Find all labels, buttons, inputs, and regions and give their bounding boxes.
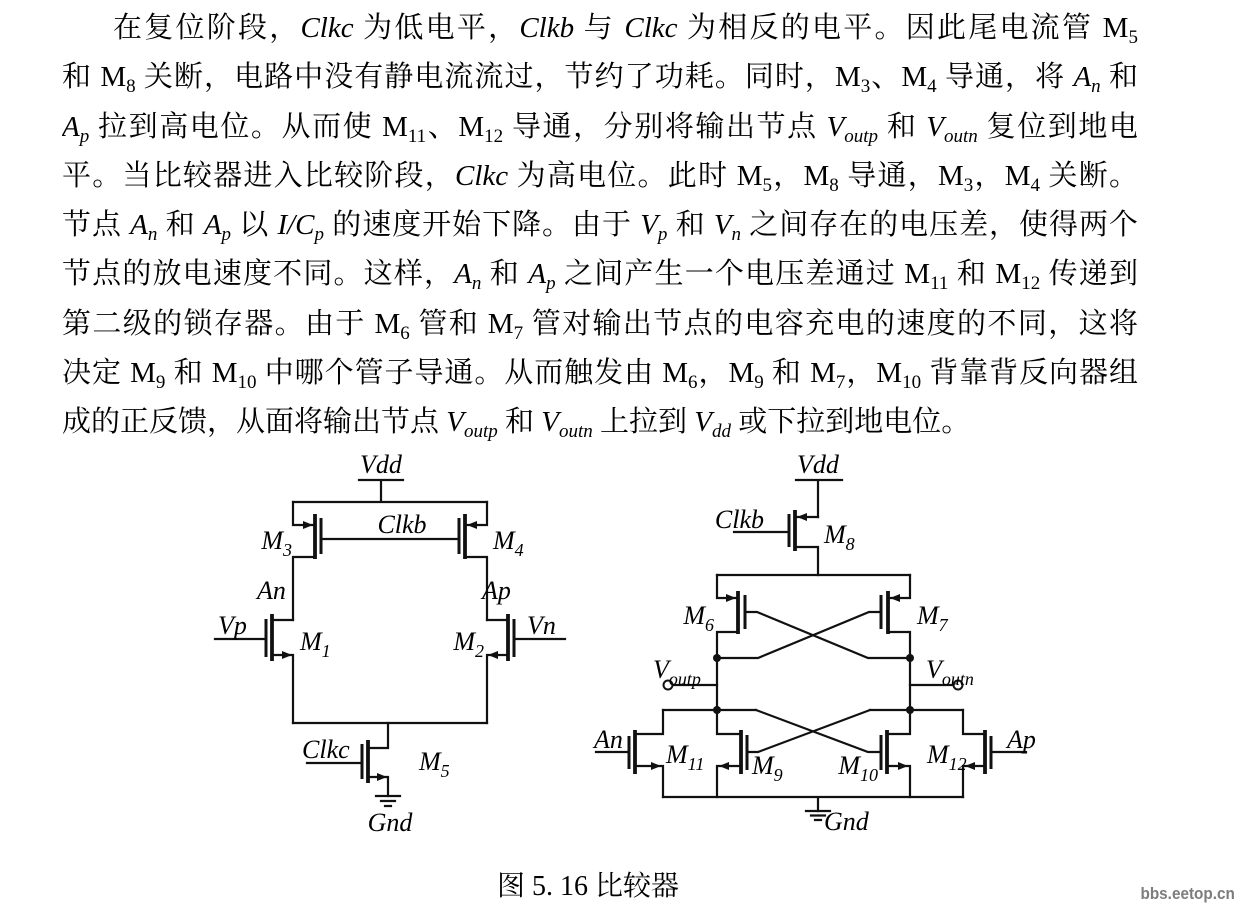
label-right-m8: $M_8$ (824, 520, 855, 554)
m7-source-arrow (890, 594, 900, 602)
text-run: 传递到 (1040, 258, 1138, 291)
text-run: 12 (1021, 273, 1041, 295)
text-run: p (314, 224, 325, 246)
m10-source-arrow (898, 762, 908, 770)
text-run: 8 (829, 174, 839, 196)
text-run: ， (845, 357, 877, 390)
text-run: outn (559, 421, 593, 443)
text-run: M (374, 307, 401, 340)
text-run: 成的正反馈，从面将输出节点 (62, 406, 447, 439)
text-run: 和 (481, 258, 529, 291)
label-right-m11: $M_{11}$ (666, 740, 705, 774)
text-run: M (834, 61, 861, 94)
label-left-clkb: Clkb (377, 510, 427, 539)
text-run: V (926, 110, 945, 143)
text-run: I/C (277, 209, 315, 242)
text-run: 和 (667, 209, 714, 242)
label-left-m1: $M_1$ (300, 627, 331, 661)
text-run: 和 (165, 357, 212, 390)
text-run: M (995, 258, 1022, 291)
text-run: 关断。 (1040, 159, 1138, 192)
text-run: 节点 (62, 209, 131, 242)
vdd-rail-right (796, 480, 842, 517)
label-right-m12: $M_{12}$ (927, 740, 967, 774)
text-run: M (100, 61, 127, 94)
text-run: M (458, 110, 485, 143)
label-left-m4: $M_4$ (493, 526, 524, 560)
text-run: 的速度开始下降。由于 (324, 209, 641, 242)
watermark: bbs.eetop.cn (1140, 884, 1235, 903)
text-run: 背靠背反向器组 (921, 357, 1138, 390)
text-run: M (901, 61, 928, 94)
text-run: 、 (870, 61, 902, 94)
text-run: 之间存在的电压差，使得两个 (741, 209, 1138, 242)
text-run: M (1004, 159, 1031, 192)
text-run: M (211, 357, 238, 390)
text-run: 在复位阶段， (113, 12, 301, 44)
text-run: 、 (426, 110, 459, 143)
text-run: 为相反的电平。因此尾电流管 (677, 12, 1103, 44)
text-run: M (1102, 12, 1129, 44)
text-run: 之间产生一个电压差通过 (555, 258, 905, 291)
text-run: 为低电平， (353, 12, 520, 44)
text-run: 关断，电路中没有静电流流过，节约了功耗。同时， (135, 61, 835, 94)
text-run: 12 (484, 125, 504, 147)
text-run: outn (944, 125, 978, 147)
text-run: Clkc (454, 159, 509, 192)
text-run: 6 (688, 372, 698, 394)
text-run: ， (697, 357, 729, 390)
text-run: 导通， (838, 159, 938, 192)
text-run: 为高电位。此时 (508, 159, 737, 192)
text-run: M (810, 357, 836, 390)
text-run: ， (772, 159, 804, 192)
text-run: Clkc (624, 12, 678, 44)
text-run: M (382, 110, 408, 143)
m1-source-arrow (282, 651, 292, 659)
gnd-symbol-left (376, 796, 400, 806)
text-run: A (454, 258, 472, 291)
text-run: 第二级的锁存器。由于 (62, 307, 375, 340)
text-run: 11 (407, 125, 427, 147)
text-run: M (937, 159, 964, 192)
node-dot-voutn-bottom (906, 706, 914, 714)
text-run: M (736, 159, 763, 192)
label-right-m10: $M_{10}$ (838, 751, 878, 785)
text-run: M (662, 357, 689, 390)
text-run: V (826, 110, 845, 143)
text-run: 4 (1030, 174, 1041, 196)
figure-caption: 图 5. 16 比较器 (497, 871, 680, 902)
label-right-clkb: Clkb (714, 505, 764, 534)
text-run: 10 (237, 372, 257, 394)
text-run: 7 (835, 372, 846, 394)
m4-source-arrow (467, 521, 477, 529)
label-left-m5: $M_5$ (419, 747, 450, 781)
m5-source-arrow (377, 773, 387, 781)
label-left-an: An (257, 576, 286, 605)
text-run: M (803, 159, 830, 192)
node-dot-voutp-top (713, 654, 721, 662)
text-run: p (657, 224, 668, 246)
text-run: n (471, 273, 482, 295)
text-run: outp (463, 421, 498, 443)
m3-wires (293, 502, 315, 620)
text-run: 6 (400, 322, 410, 344)
text-run: 和 (763, 357, 811, 390)
text-run: 和 (878, 110, 927, 143)
label-right-voutp: $V_{outp}$ (653, 655, 701, 689)
m2-source-arrow (488, 651, 498, 659)
label-right-gnd: Gnd (824, 807, 869, 836)
m9-source-arrow (719, 762, 729, 770)
text-run: 与 (574, 12, 625, 44)
m10-wires (887, 710, 910, 797)
text-run: 10 (902, 372, 922, 394)
text-run: 5 (1128, 27, 1138, 48)
text-run: A (203, 209, 222, 242)
text-run: 3 (963, 174, 974, 196)
text-run: Clkc (300, 12, 354, 44)
label-right-m7: $M_7$ (917, 601, 948, 635)
text-run: 导通，分别将输出节点 (503, 110, 827, 143)
m9-wires (717, 710, 741, 797)
text-run: ， (973, 159, 1005, 192)
text-run: n (731, 224, 742, 246)
text-run: 和 (157, 209, 204, 242)
text-run: p (79, 125, 90, 147)
label-left-vdd: Vdd (360, 450, 402, 479)
channel-bars-right (635, 510, 985, 774)
schematic-labels (218, 450, 1036, 837)
label-left-clkc: Clkc (302, 735, 350, 764)
m7-crosscouple (717, 612, 881, 658)
label-left-vp: Vp (218, 611, 247, 640)
text-run: V (713, 209, 732, 242)
text-run: 9 (155, 372, 166, 394)
text-run: 5 (762, 174, 773, 196)
text-run: 和 (948, 258, 996, 291)
text-run: n (147, 224, 158, 246)
node-dot-voutn-top (906, 654, 914, 662)
text-run: 和 (1100, 61, 1138, 94)
text-run: M (728, 357, 755, 390)
label-right-an: An (594, 725, 623, 754)
text-run: n (1091, 76, 1101, 98)
text-run: 和 (62, 61, 101, 94)
text-run: M (876, 357, 903, 390)
text-run: 3 (860, 76, 871, 98)
text-run: 复位到地电 (977, 110, 1138, 143)
m6-crosscouple (745, 612, 910, 658)
text-run: p (546, 273, 556, 295)
label-right-vdd: Vdd (797, 450, 839, 479)
text-run: A (62, 110, 80, 143)
text-run: 管对输出节点的电容充电的速度的不同，这将 (523, 307, 1138, 340)
m3-source-arrow (303, 521, 313, 529)
m11-source-arrow (651, 762, 661, 770)
text-run: 管和 (409, 307, 488, 340)
text-run: outp (844, 125, 879, 147)
text-run: 平。当比较器进入比较阶段， (62, 159, 455, 192)
label-right-ap: Ap (1007, 725, 1036, 754)
text-run: Clkb (519, 12, 575, 44)
text-run: 导通，将 (936, 61, 1074, 94)
text-run: A (528, 258, 547, 291)
text-run: 节点的放电速度不同。这样， (62, 258, 455, 291)
text-run: M (487, 307, 514, 340)
text-run: 拉到高电位。从而使 (89, 110, 383, 143)
gnd-rail-right (663, 797, 963, 811)
text-run: A (1073, 61, 1092, 94)
label-left-ap: Ap (482, 576, 511, 605)
text-run: M (130, 357, 156, 390)
text-run: 7 (513, 322, 524, 344)
label-left-vn: Vn (527, 611, 556, 640)
text-run: V (694, 406, 713, 439)
text-run: V (446, 406, 464, 439)
text-run: 11 (930, 273, 949, 295)
text-run: V (541, 406, 559, 439)
m6-source-arrow (726, 594, 736, 602)
text-run: 9 (754, 372, 764, 394)
label-right-m6: $M_6$ (683, 601, 714, 635)
text-run: p (221, 224, 232, 246)
text-run: 中哪个管子导通。从而触发由 (256, 357, 663, 390)
text-run: V (640, 209, 658, 242)
node-dot-voutp-bottom (713, 706, 721, 714)
label-right-m9: $M_9$ (752, 751, 783, 785)
label-left-gnd: Gnd (367, 808, 413, 837)
vdd-rail-left (293, 480, 487, 502)
label-left-m3: $M_3$ (261, 526, 292, 560)
text-run: 以 (231, 209, 278, 242)
text-run: 决定 (62, 357, 131, 390)
label-left-m2: $M_2$ (453, 627, 484, 661)
text-run: 4 (927, 76, 937, 98)
text-run: 上拉到 (592, 406, 695, 439)
label-right-voutn: $V_{outn}$ (926, 655, 974, 689)
text-run: dd (712, 421, 732, 443)
m8-source-arrow (797, 513, 807, 521)
text-run: A (130, 209, 148, 242)
text-run: 8 (126, 76, 136, 98)
text-run: 和 (497, 406, 542, 439)
text-run: M (904, 258, 931, 291)
text-run: 或下拉到地电位。 (731, 406, 971, 439)
